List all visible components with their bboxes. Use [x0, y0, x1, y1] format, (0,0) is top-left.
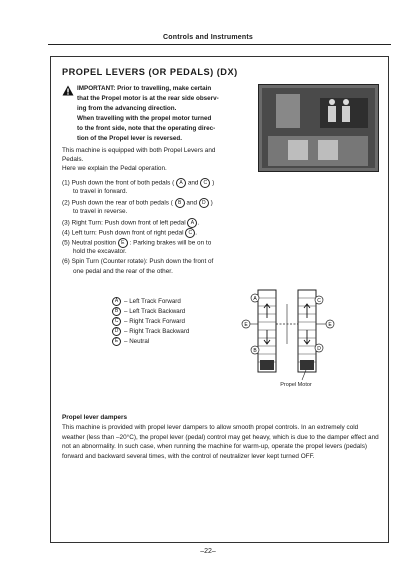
- section-heading: PROPEL LEVERS (OR PEDALS) (DX): [62, 67, 238, 77]
- important-note: [77, 84, 253, 144]
- step-text: and: [187, 179, 199, 187]
- header-rule: [48, 44, 391, 45]
- cab-pedals-photo: [258, 84, 379, 172]
- page-number: –22–: [200, 548, 216, 555]
- legend-item: [112, 307, 185, 316]
- legend-letter: E: [112, 337, 121, 346]
- step-3: (3) Right Turn: Push down front of left pedal A .: [62, 219, 200, 227]
- important-line: tion of the Propel lever is reversed.: [77, 135, 182, 142]
- step-6: (6) Spin Turn (Counter rotate): Push down the front of: [62, 258, 214, 265]
- legend-dash: –: [124, 298, 128, 306]
- circled-letter: B: [175, 198, 185, 208]
- svg-text:E: E: [244, 322, 248, 328]
- svg-text:E: E: [328, 322, 332, 328]
- label-e-right: [326, 320, 334, 328]
- legend-label: Right Track Backward: [129, 328, 190, 336]
- legend-item: [112, 337, 149, 346]
- circled-letter: D: [199, 198, 209, 208]
- legend-label: Right Track Forward: [129, 318, 185, 326]
- legend-item: [112, 297, 181, 306]
- important-line: When travelling with the propel motor turned: [77, 115, 212, 122]
- important-line: that the Propel motor is at the rear side observ-: [77, 95, 219, 102]
- legend-item: [112, 327, 189, 336]
- step-text: and: [186, 199, 198, 207]
- legend-dash: –: [124, 338, 128, 346]
- legend-dash: –: [124, 308, 128, 316]
- intro-line: Here we explain the Pedal operation.: [62, 165, 167, 172]
- warning-icon: [62, 85, 74, 96]
- step-text: to travel in forward.: [73, 188, 128, 195]
- track-diagram: [238, 284, 338, 390]
- step-text: (1) Push down the front of both pedals (: [62, 179, 175, 187]
- legend-item: [112, 317, 185, 326]
- legend-letter: B: [112, 307, 121, 316]
- step-4: (4) Left turn: Push down front of right pedal C .: [62, 229, 198, 237]
- important-line: IMPORTANT: Prior to travelling, make certain: [77, 85, 212, 92]
- legend-label: Neutral: [129, 338, 150, 346]
- label-d: [315, 344, 323, 352]
- intro-line: This machine is equipped with both Propel Levers and: [62, 147, 216, 154]
- important-line: to the front side, note that the operating direc-: [77, 125, 216, 132]
- step-text: (3) Right Turn: Push down front of left pedal: [62, 219, 186, 227]
- circled-letter: C: [200, 178, 210, 188]
- step-text: hold the excavator.: [73, 248, 127, 255]
- step-5: [62, 238, 211, 248]
- legend-letter: A: [112, 297, 121, 306]
- step-text: ): [212, 179, 215, 187]
- step-text: (4) Left turn: Push down front of right pedal: [62, 229, 184, 237]
- circled-letter: A: [187, 218, 197, 228]
- page-header-title: Controls and Instruments: [163, 34, 253, 41]
- important-line: ing from the advancing direction.: [77, 105, 177, 112]
- step-text: (5) Neutral position: [62, 239, 116, 247]
- left-propel-motor: [260, 360, 274, 370]
- legend-letter: D: [112, 327, 121, 336]
- dampers-paragraph: This machine is provided with propel lever dampers to allow smooth propel controls. In an extremely cold weather (less than –20°C), the propel lever (pedal) control may get heavy, which is due to the damper effect and not an abnormality. In such case, when running the machine for warm-up, operate the propel levers (pedals) forward and backward several times, with the control of neutralizer lever kept turned OFF.: [62, 424, 379, 460]
- svg-text:A: A: [253, 296, 257, 302]
- right-propel-motor: [300, 360, 314, 370]
- legend-dash: –: [124, 328, 128, 336]
- step-1: [62, 178, 214, 188]
- intro-line: Pedals.: [62, 156, 84, 163]
- svg-text:C: C: [317, 298, 321, 304]
- step-2: [62, 198, 213, 208]
- step-text: ): [210, 199, 213, 207]
- label-b: [251, 346, 259, 354]
- dampers-heading: Propel lever dampers: [62, 414, 128, 421]
- step-text: to travel in reverse.: [73, 208, 128, 215]
- circled-letter: E: [118, 238, 128, 248]
- legend-label: Left Track Forward: [129, 298, 181, 306]
- label-a: [251, 294, 259, 302]
- circled-letter: A: [176, 178, 186, 188]
- label-c: [315, 296, 323, 304]
- step-text: one pedal and the rear of the other.: [73, 268, 173, 275]
- step-text: : Parking brakes will be on to: [129, 239, 212, 247]
- step-text: (2) Push down the rear of both pedals (: [62, 199, 173, 207]
- legend-dash: –: [124, 318, 128, 326]
- legend-label: Left Track Backward: [129, 308, 186, 316]
- svg-text:D: D: [317, 346, 321, 352]
- circled-letter: C: [185, 228, 195, 238]
- legend-letter: C: [112, 317, 121, 326]
- svg-text:B: B: [253, 348, 257, 354]
- propel-motor-label: Propel Motor: [280, 382, 312, 388]
- label-e-left: [242, 320, 250, 328]
